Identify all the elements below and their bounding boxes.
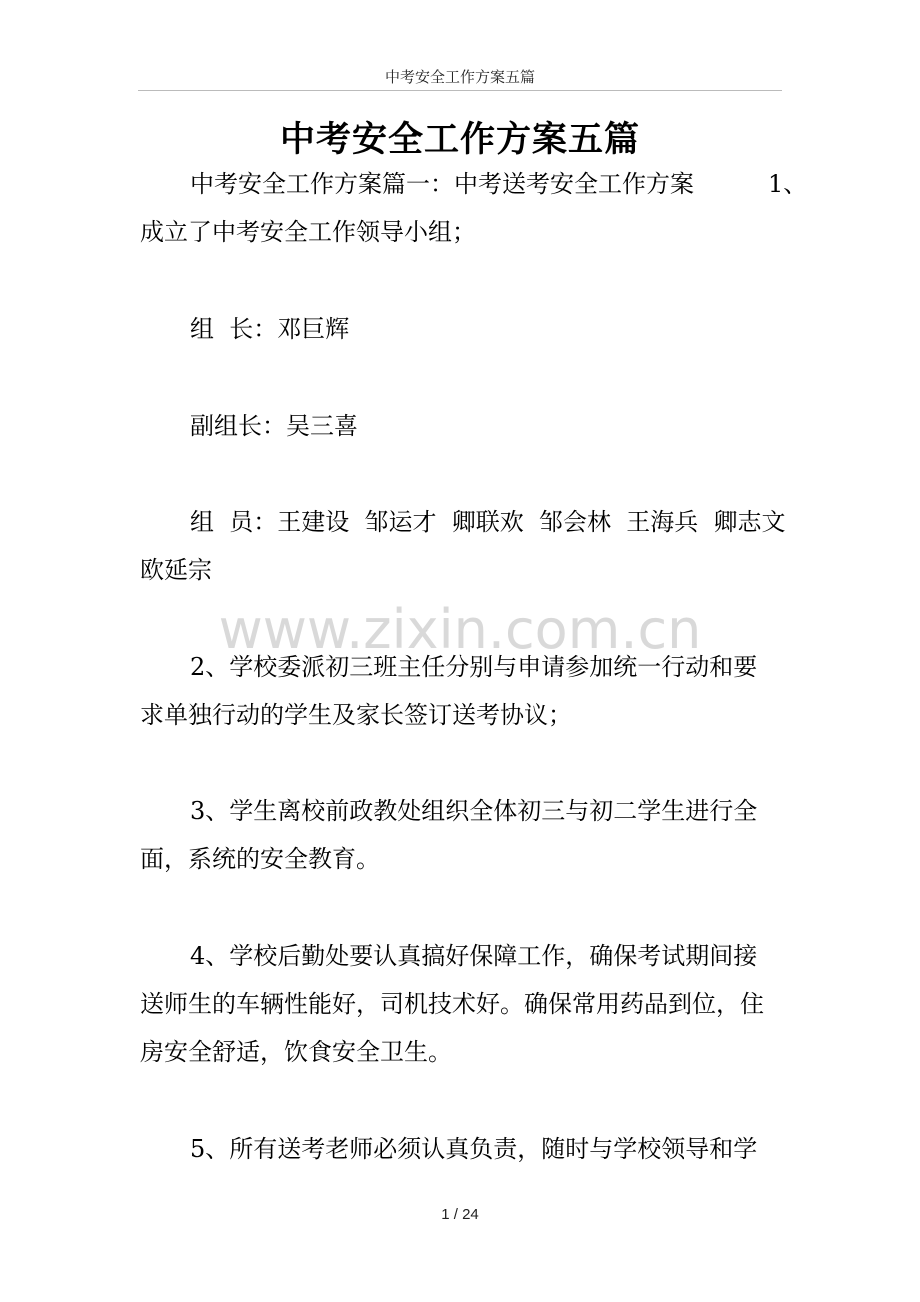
paragraph-1-line-1-number: 1、 <box>768 170 808 198</box>
paragraph-8 <box>140 1125 780 1173</box>
paragraph-1-line-1 <box>140 160 808 208</box>
paragraph-7-line-3: 房安全舒适，饮食安全卫生。 <box>140 1038 452 1066</box>
paragraph-5-line-2: 求单独行动的学生及家长签订送考协议； <box>140 701 572 729</box>
paragraph-1-line-2: 成立了中考安全工作领导小组； <box>140 218 476 246</box>
paragraph-4-line-1: 组 员：王建设 邹运才 卿联欢 邹会林 王海兵 卿志文 <box>190 508 786 536</box>
paragraph-6-line-2: 面，系统的安全教育。 <box>140 845 380 873</box>
paragraph-8-line-1: 5、所有送考老师必须认真负责，随时与学校领导和学 <box>190 1135 758 1163</box>
page-number: 1 / 24 <box>441 1206 479 1223</box>
paragraph-1-line-1-text: 中考安全工作方案篇一：中考送考安全工作方案 <box>190 170 694 198</box>
paragraph-5-line-1: 2、学校委派初三班主任分别与申请参加统一行动和要 <box>190 653 758 681</box>
paragraph-3-line-1: 副组长：吴三喜 <box>190 412 358 440</box>
document-title: 中考安全工作方案五篇 <box>279 119 640 160</box>
running-header: 中考安全工作方案五篇 <box>384 68 535 86</box>
watermark: www.zixin.com.cn <box>218 598 702 661</box>
header-divider <box>138 90 782 91</box>
paragraph-7-line-2: 送师生的车辆性能好，司机技术好。确保常用药品到位，住 <box>140 990 764 1018</box>
paragraph-7 <box>140 932 780 1076</box>
paragraph-3 <box>140 402 780 450</box>
paragraph-6-line-1: 3、学生离校前政教处组织全体初三与初二学生进行全 <box>190 797 758 825</box>
paragraph-5 <box>140 643 780 739</box>
paragraph-2-line-1: 组 长：邓巨辉 <box>190 315 350 343</box>
paragraph-7-line-1: 4、学校后勤处要认真搞好保障工作，确保考试期间接 <box>190 942 758 970</box>
paragraph-4 <box>140 498 786 594</box>
paragraph-1 <box>140 160 808 256</box>
paragraph-4-line-2: 欧延宗 <box>140 556 212 584</box>
paragraph-2 <box>140 305 780 353</box>
paragraph-6 <box>140 787 780 883</box>
